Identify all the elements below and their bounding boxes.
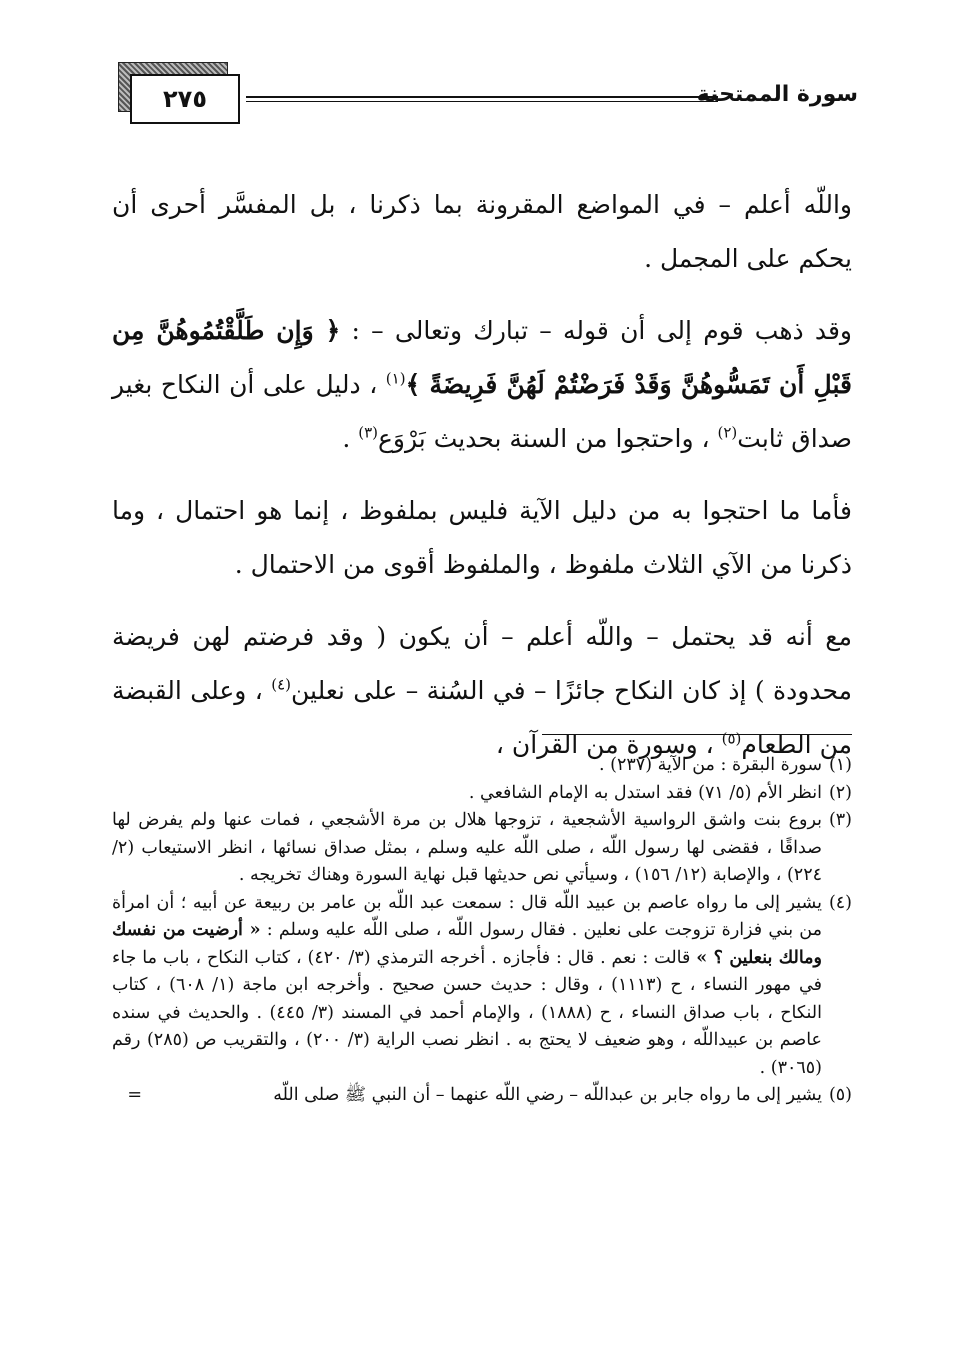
footnote-ref-4[interactable]: (٤) <box>271 675 291 694</box>
footnote-ref-5[interactable]: (٥) <box>721 729 742 748</box>
footnote-ref-3[interactable]: (٣) <box>358 423 379 442</box>
footnote-text-b: قالت : نعم . قال : فأجازه . أخرجه الترمذي (٣/ ٤٢٠) ، كتاب النكاح ، باب ما جاء في مهور النساء ، ح (١١١٣) ، وقال : حديث حسن صحيح . وأخرجه ابن ماجة (١/ ٦٠٨) ، كتاب النكاح ، باب صداق النساء ، ح (١٨٨٨) ، والإمام أحمد في المسند (٣/ ٤٤٥) . والحديث في سنده عاصم بن عبيداللّه ، وهو ضعيف لا يحتج به . انظر نصب الراية (٣/ ٢٠٠) ، والتقريب ص (٢٨٥) رقم (٣٠٦٥) . <box>112 947 822 1078</box>
page-number: ٢٧٥ <box>130 74 240 124</box>
footnote-text: سورة البقرة : من الآية (٢٣٧) . <box>599 755 822 775</box>
page-header <box>118 58 858 128</box>
paragraph-1: واللّه أعلم – في المواضع المقرونة بما ذكرنا ، بل المفسَّر أحرى أن يحكم على المجمل . <box>112 190 852 273</box>
paragraph-2-text-d: . <box>342 424 359 453</box>
paragraph-2-text-c: ، واحتجوا من السنة بحديث بَرْوَع <box>378 424 718 453</box>
footnote-separator <box>542 734 852 735</box>
footnote-5: (٥)يشير إلى ما رواه جابر بن عبداللّه – رضي اللّه عنهما – أن النبي ﷺ صلى اللّه = <box>112 1082 852 1110</box>
paragraph-2 <box>112 304 852 466</box>
footnote-number: (٤) <box>828 892 852 913</box>
footnote-3 <box>112 807 852 890</box>
footnote-ref-2[interactable]: (٢) <box>717 423 738 442</box>
footnote-4 <box>112 890 852 1083</box>
footnote-text: يشير إلى ما رواه جابر بن عبداللّه – رضي اللّه عنهما – أن النبي ﷺ صلى اللّه <box>273 1085 822 1105</box>
sura-title: سورة الممتحنة <box>696 82 858 107</box>
header-rule-thin <box>246 101 718 102</box>
footnote-text: انظر الأم (٥/ ٧١) فقد استدل به الإمام الشافعي . <box>468 782 822 803</box>
footnote-1 <box>112 752 852 780</box>
paragraph-2-text-b: ، دليل على أن النكاح بغير صداق ثابت <box>112 370 852 453</box>
quran-verse: ﴿ وَإِن طَلَّقْتُمُوهُنَّ مِن قَبْلِ أَن تَمَسُّوهُنَّ وَقَدْ فَرَضْتُمْ لَهُنَّ فَرِيضَةً ﴾ <box>112 316 852 399</box>
footnote-2 <box>112 780 852 808</box>
footnote-text: بروع بنت واشق الرواسية الأشجعية ، تزوجها هلال بن مرة الأشجعي ، فمات عنها ولم يفرض لها صداقًا ، فقضى لها رسول اللّه ، صلى اللّه عليه وسلم ، بمثل صداق نسائها ، انظر الاستيعاب (٢/ ٢٢٤) ، والإصابة (١٢/ ١٥٦) ، وسيأتي نص حديثها قبل نهاية السورة وهناك تخريجه . <box>112 810 822 885</box>
footnote-text-a: يشير إلى ما رواه عاصم بن عبيد اللّه قال : سمعت عبد اللّه بن عامر بن ربيعة عن أبيه ؛ أن امرأة من بني فزارة تزوجت على نعلين . فقال رسول اللّه ، صلى اللّه عليه وسلم : <box>112 892 823 940</box>
footnote-number: (٢) <box>828 782 852 803</box>
paragraph-4-text-a: مع أنه قد يحتمل – واللّه أعلم – أن يكون ( وقد فرضتم لهن فريضة محدودة ) إذ كان النكاح جائزًا – في السُنة – على نعلين <box>112 622 852 705</box>
paragraph-4 <box>112 610 852 772</box>
footnote-number: (١) <box>828 755 852 775</box>
paragraph-4-text-c: ، وسورة من القرآن ، <box>495 730 722 759</box>
header-rule <box>246 96 718 98</box>
paragraph-3: فأما ما احتجوا به من دليل الآية فليس بملفوظ ، إنما هو احتمال ، وما ذكرنا من الآي الثلاث ملفوظ ، والملفوظ أقوى من الاحتمال . <box>112 496 852 579</box>
paragraph-4-text-b: ، وعلى القبضة من الطعام <box>112 676 852 759</box>
footnote-ref-1[interactable]: (١) <box>385 369 406 388</box>
hadith-quote: « أرضيت من نفسك ومالك بنعلين ؟ » <box>112 920 823 968</box>
main-text <box>112 178 852 790</box>
footnote-number: (٥) <box>828 1085 852 1105</box>
footnote-number: (٣) <box>828 810 852 830</box>
paragraph-2-text-a: وقد ذهب قوم إلى أن قوله – تبارك وتعالى – : <box>340 316 852 345</box>
footnotes <box>112 752 852 1110</box>
